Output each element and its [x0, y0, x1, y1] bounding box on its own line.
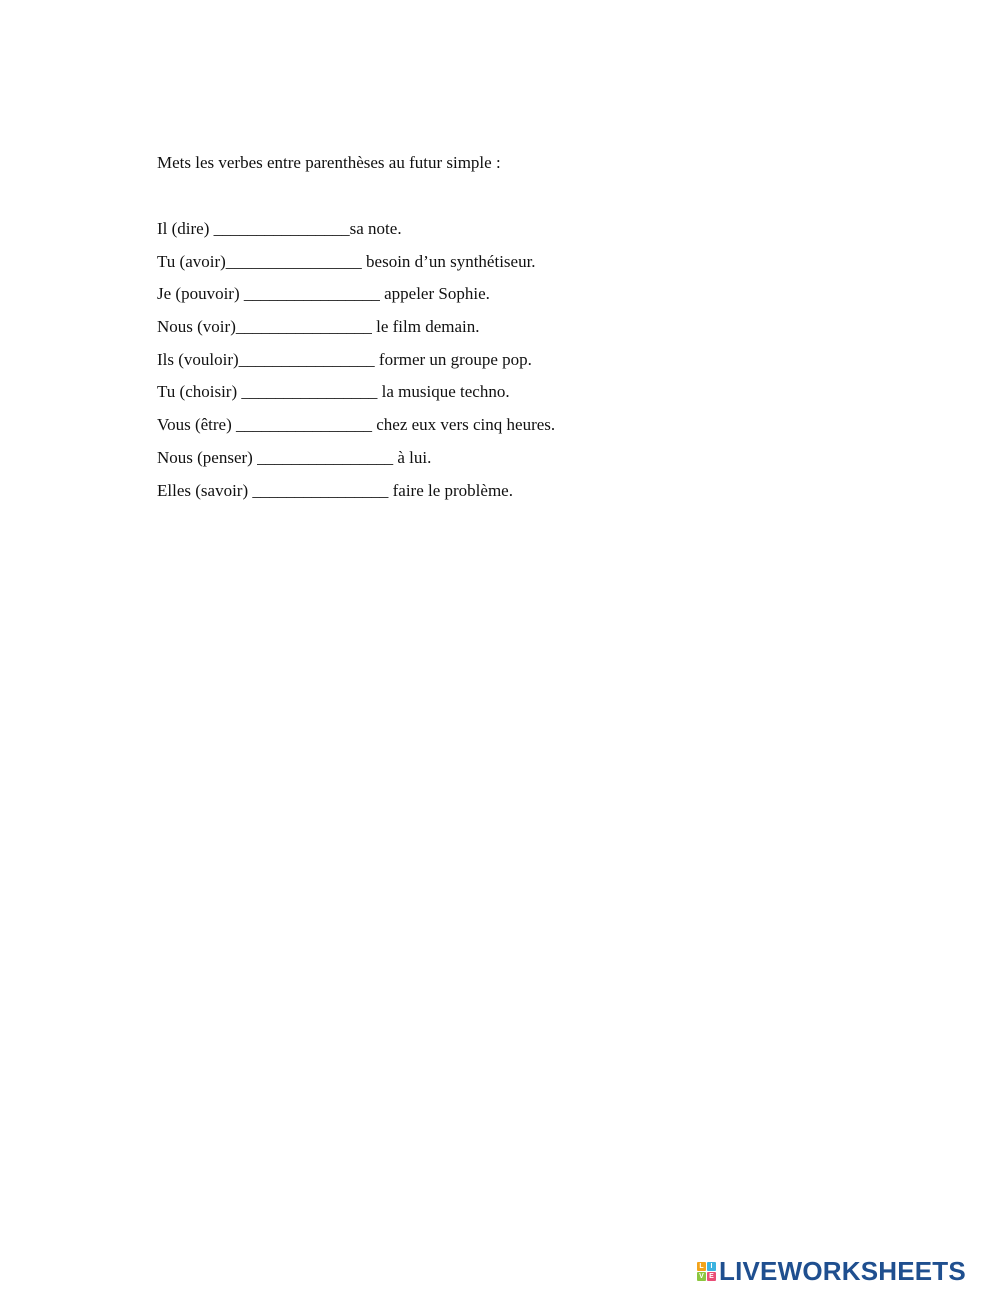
logo-mark-letter: I [707, 1262, 716, 1271]
exercise-line-3 [157, 283, 555, 316]
exercise-line-8 [157, 447, 555, 480]
exercise-sentence: Tu (avoir)________________ besoin d’un synthétiseur. [157, 251, 536, 271]
liveworksheets-logo [697, 1257, 966, 1285]
logo-mark-letter: E [707, 1272, 716, 1281]
exercise-line-6 [157, 381, 555, 414]
exercise-sentence: Il (dire) ________________sa note. [157, 219, 402, 238]
exercise-sentence: Nous (voir)________________ le film demain. [157, 317, 480, 337]
exercise-sentence: Vous (être) ________________ chez eux vers cinq heures. [157, 415, 556, 435]
instruction-text: Mets les verbes entre parenthèses au futur simple : [157, 153, 501, 172]
exercise-line-2 [157, 251, 555, 284]
exercise-sentence: Nous (penser) ________________ à lui. [157, 447, 432, 467]
exercise-list [157, 218, 555, 512]
exercise-line-1 [157, 218, 555, 251]
liveworksheets-logo-icon [697, 1262, 716, 1281]
logo-mark-letter: V [697, 1272, 706, 1281]
exercise-sentence: Elles (savoir) ________________ faire le problème. [157, 480, 513, 500]
exercise-line-9 [157, 480, 555, 513]
exercise-sentence: Tu (choisir) ________________ la musique techno. [157, 382, 510, 402]
exercise-sentence: Ils (vouloir)________________ former un groupe pop. [157, 349, 532, 369]
exercise-line-5 [157, 349, 555, 382]
exercise-sentence: Je (pouvoir) ________________ appeler Sophie. [157, 284, 490, 304]
exercise-line-4 [157, 316, 555, 349]
liveworksheets-logo-text: LIVEWORKSHEETS [719, 1256, 966, 1286]
exercise-line-7 [157, 414, 555, 447]
logo-mark-letter: L [697, 1262, 706, 1271]
